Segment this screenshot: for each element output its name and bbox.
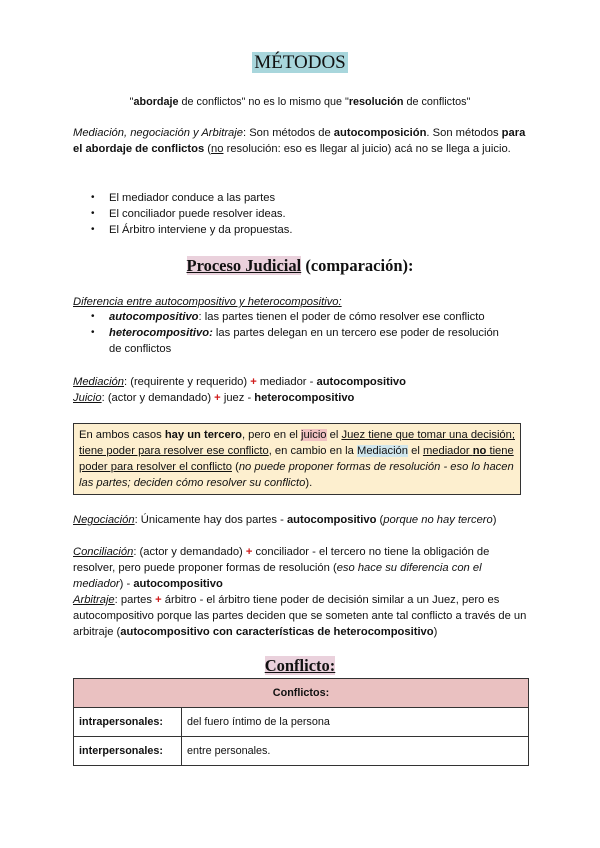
page-title: MÉTODOS — [254, 52, 346, 73]
conflicts-table — [73, 678, 529, 766]
comparison-note-box: En ambos casos hay un tercero, pero en el juicio el Juez tiene que tomar una decisión; tiene poder para resolver ese conflicto, en cambio en la Mediación el mediador no tiene poder para resolver el conflicto (no puede proponer formas de resolución - eso lo hacen las partes; deciden cómo resolver su conflicto). — [73, 423, 521, 495]
list-item: • El conciliador puede resolver ideas. — [91, 206, 292, 222]
table-cell-key: intrapersonales: — [74, 708, 182, 737]
table-header-row — [74, 679, 529, 708]
roles-list — [91, 190, 292, 238]
conciliacion-paragraph: Conciliación: (actor y demandado) + conciliador - el tercero no tiene la obligación de resolver, pero puede proponer formas de resolución (eso hace su diferencia con el mediador) - autocompositivo — [73, 546, 490, 590]
list-item: • heterocompositivo: las partes delegan en un tercero ese poder de resolución de conflictos — [91, 325, 511, 357]
difference-heading: Diferencia entre autocompositivo y heterocompositivo: — [73, 296, 342, 308]
table-cell-key: interpersonales: — [74, 737, 182, 766]
table-cell-value: del fuero íntimo de la persona — [182, 708, 529, 737]
list-item: • El Árbitro interviene y da propuestas. — [91, 222, 292, 238]
table-cell-value: entre personales. — [182, 737, 529, 766]
subtitle: "abordaje de conflictos" no es lo mismo que "resolución de conflictos" — [129, 96, 471, 108]
juicio-line: Juicio: (actor y demandado) + juez - heterocompositivo — [73, 392, 355, 404]
section-heading-conflicto: Conflicto: — [264, 656, 336, 675]
section-heading-proceso: Proceso Judicial (comparación): — [186, 256, 414, 275]
table-row — [74, 737, 529, 766]
negociacion-paragraph: Negociación: Únicamente hay dos partes - autocompositivo (porque no hay tercero) — [73, 514, 497, 526]
list-item: • El mediador conduce a las partes — [91, 190, 292, 206]
mediacion-line: Mediación: (requirente y requerido) + mediador - autocompositivo — [73, 376, 406, 388]
table-header: Conflictos: — [74, 679, 529, 708]
arbitraje-paragraph: Arbitraje: partes + árbitro - el árbitro tiene poder de decisión similar a un Juez, pero es autocompositivo porque las partes deciden que se someten ante tal conflicto a través de un arbitraje (autocompositivo con características de heterocompositivo) — [73, 594, 527, 638]
list-item: • autocompositivo: las partes tienen el poder de cómo resolver ese conflicto — [91, 309, 511, 325]
table-row — [74, 708, 529, 737]
intro-paragraph: Mediación, negociación y Arbitraje: Son métodos de autocomposición. Son métodos para el abordaje de conflictos (no resolución: eso es llegar al juicio) acá no se llega a juicio. — [73, 127, 526, 155]
difference-list — [91, 309, 511, 357]
